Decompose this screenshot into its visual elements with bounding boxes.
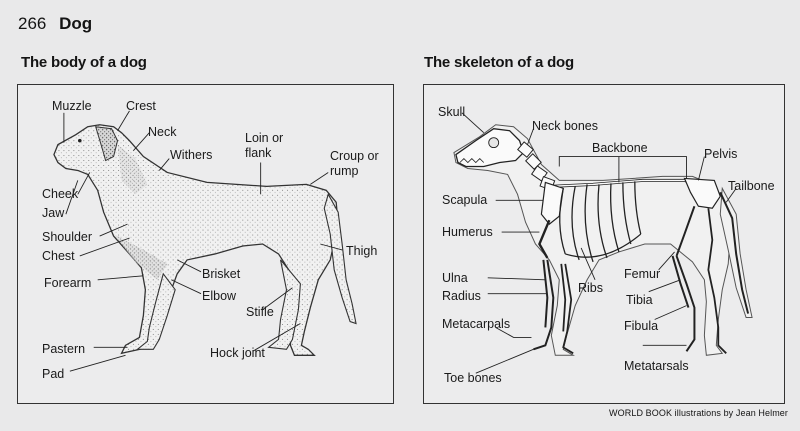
dog-eye (78, 139, 82, 143)
label-muzzle: Muzzle (52, 99, 92, 113)
label-jaw: Jaw (42, 206, 65, 220)
skeleton-diagram-panel (423, 84, 785, 404)
label-crest: Crest (126, 99, 156, 113)
skeleton-section-title: The skeleton of a dog (424, 54, 574, 71)
label-hock-joint: Hock joint (210, 346, 265, 360)
label-ulna: Ulna (442, 271, 468, 285)
label-croup: Croup or (330, 149, 379, 163)
label-radius: Radius (442, 289, 481, 303)
label-pelvis: Pelvis (704, 147, 738, 161)
page-number: 266 (18, 14, 47, 33)
label-cheek: Cheek (42, 187, 79, 201)
label-neck: Neck (148, 125, 177, 139)
label-shoulder: Shoulder (42, 230, 93, 244)
label-ribs: Ribs (578, 281, 604, 295)
body-section-title: The body of a dog (21, 54, 147, 71)
label-rump: rump (330, 164, 359, 178)
label-flank: flank (245, 146, 272, 160)
label-skull: Skull (438, 105, 466, 119)
label-pastern: Pastern (42, 342, 86, 356)
dog-skeleton-illustration (424, 85, 784, 403)
label-femur: Femur (624, 267, 661, 281)
label-toe-bones: Toe bones (444, 371, 502, 385)
page-title: Dog (59, 14, 93, 33)
label-backbone: Backbone (592, 141, 648, 155)
skull-eye-socket (489, 138, 499, 148)
label-withers: Withers (170, 148, 213, 162)
illustration-credit: WORLD BOOK illustrations by Jean Helmer (609, 408, 788, 418)
page-header (18, 14, 92, 34)
label-metacarpals: Metacarpals (442, 317, 511, 331)
label-metatarsals: Metatarsals (624, 359, 689, 373)
label-pad: Pad (42, 367, 65, 381)
near-foreleg-bones (533, 260, 553, 349)
label-tibia: Tibia (626, 293, 653, 307)
label-humerus: Humerus (442, 225, 493, 239)
label-stifle: Stifle (246, 305, 274, 319)
label-thigh: Thigh (346, 244, 378, 258)
label-brisket: Brisket (202, 267, 241, 281)
label-scapula: Scapula (442, 193, 488, 207)
label-loin: Loin or (245, 131, 284, 145)
label-forearm: Forearm (44, 276, 92, 290)
label-fibula: Fibula (624, 319, 659, 333)
label-tailbone: Tailbone (728, 179, 775, 193)
label-elbow: Elbow (202, 289, 237, 303)
label-neck-bones: Neck bones (532, 119, 599, 133)
body-diagram-panel (17, 84, 394, 404)
label-chest: Chest (42, 249, 75, 263)
